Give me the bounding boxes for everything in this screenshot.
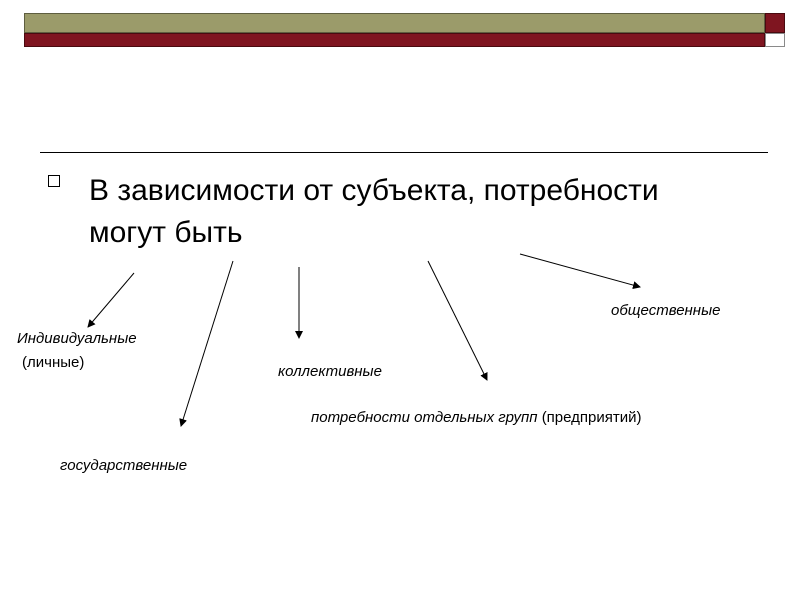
label-groups	[311, 408, 642, 428]
bullet-heading	[89, 170, 749, 254]
label-state: государственные	[60, 457, 188, 474]
label-public: общественные	[611, 302, 721, 319]
heading-line-1: В зависимости от субъекта, потребности	[89, 174, 659, 207]
square-bullet-icon	[48, 175, 60, 187]
label-collective: коллективные	[278, 363, 382, 380]
header-white-square	[765, 33, 785, 47]
arrow-to-state	[181, 261, 233, 426]
arrow-to-individual	[88, 273, 134, 327]
header-olive-bar	[24, 13, 765, 33]
title-divider	[40, 152, 768, 153]
arrow-to-public	[520, 254, 640, 287]
label-groups-italic: потребности отдельных групп	[311, 409, 538, 426]
label-individual-paren: (личные)	[22, 354, 85, 371]
header-maroon-bar	[24, 33, 765, 47]
heading-line-2: могут быть	[89, 216, 243, 249]
arrow-to-groups	[428, 261, 487, 380]
label-groups-paren: (предприятий)	[541, 409, 642, 426]
header-maroon-square	[765, 13, 785, 33]
label-individual: Индивидуальные	[17, 330, 137, 347]
